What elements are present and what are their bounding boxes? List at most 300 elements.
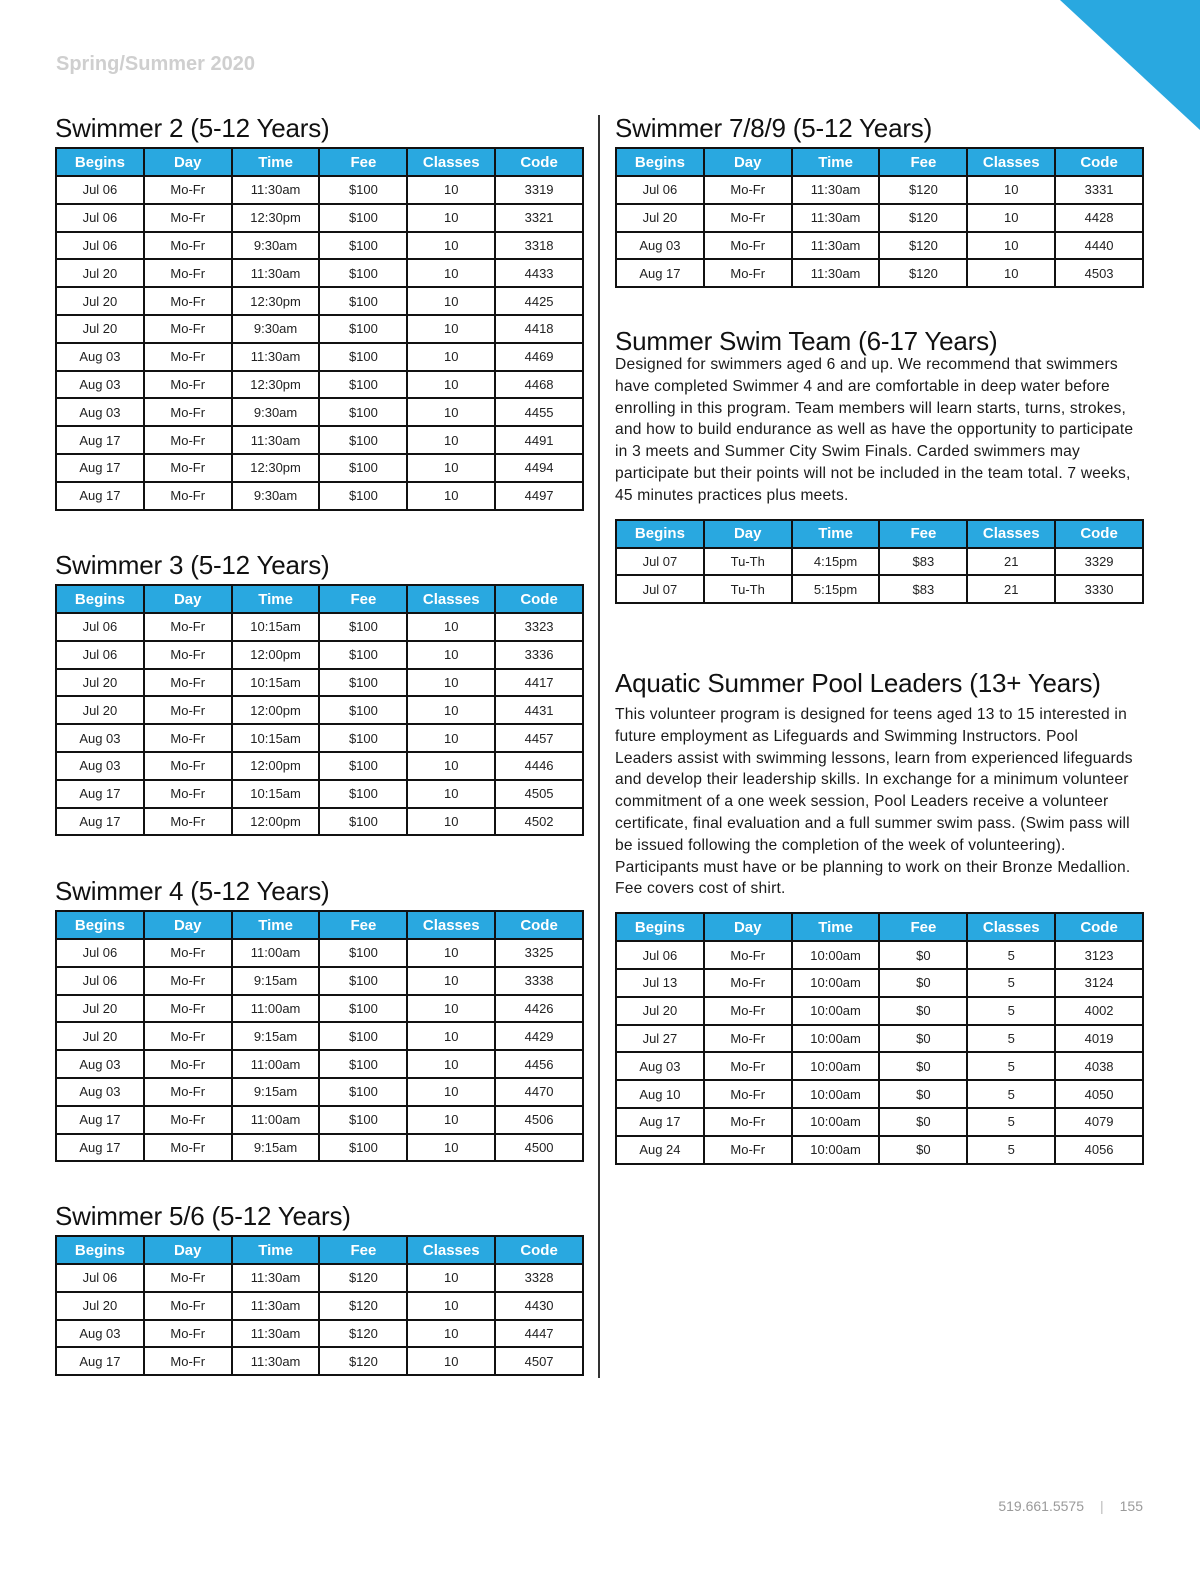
- cell-code: 3321: [495, 204, 583, 232]
- cell-time: 11:30am: [792, 176, 880, 204]
- cell-time: 11:30am: [232, 1320, 320, 1348]
- cell-begins: Aug 17: [56, 1134, 144, 1162]
- cell-code: 4447: [495, 1320, 583, 1348]
- cell-fee: $120: [319, 1320, 407, 1348]
- cell-classes: 10: [407, 482, 495, 510]
- cell-day: Mo-Fr: [704, 1080, 792, 1108]
- cell-fee: $0: [879, 1108, 967, 1136]
- cell-time: 9:15am: [232, 967, 320, 995]
- cell-code: 4440: [1055, 232, 1143, 260]
- cell-day: Mo-Fr: [144, 696, 232, 724]
- cell-time: 11:00am: [232, 939, 320, 967]
- cell-begins: Jul 06: [56, 613, 144, 641]
- cell-begins: Jul 06: [56, 176, 144, 204]
- cell-code: 3328: [495, 1264, 583, 1292]
- cell-begins: Jul 13: [616, 969, 704, 997]
- cell-code: 3331: [1055, 176, 1143, 204]
- cell-day: Mo-Fr: [144, 995, 232, 1023]
- cell-classes: 10: [407, 939, 495, 967]
- column-header-code: Code: [495, 1236, 583, 1264]
- cell-classes: 10: [407, 1078, 495, 1106]
- cell-begins: Jul 20: [56, 696, 144, 724]
- cell-classes: 10: [407, 371, 495, 399]
- cell-time: 12:00pm: [232, 752, 320, 780]
- cell-time: 11:30am: [232, 259, 320, 287]
- cell-time: 9:15am: [232, 1134, 320, 1162]
- cell-fee: $100: [319, 371, 407, 399]
- cell-fee: $100: [319, 315, 407, 343]
- column-header-begins: Begins: [56, 1236, 144, 1264]
- cell-classes: 10: [967, 204, 1055, 232]
- column-header-fee: Fee: [879, 520, 967, 548]
- cell-classes: 5: [967, 1052, 1055, 1080]
- cell-code: 4038: [1055, 1052, 1143, 1080]
- cell-code: 4431: [495, 696, 583, 724]
- column-header-code: Code: [1055, 913, 1143, 941]
- table-header-row: [616, 148, 1143, 176]
- cell-classes: 10: [407, 287, 495, 315]
- cell-code: 4056: [1055, 1136, 1143, 1164]
- cell-day: Mo-Fr: [144, 752, 232, 780]
- cell-begins: Jul 27: [616, 1025, 704, 1053]
- table-row: [56, 1320, 583, 1348]
- cell-day: Mo-Fr: [144, 454, 232, 482]
- column-header-fee: Fee: [319, 1236, 407, 1264]
- column-header-begins: Begins: [616, 913, 704, 941]
- table-row: [616, 259, 1143, 287]
- cell-day: Mo-Fr: [144, 371, 232, 399]
- cell-time: 11:30am: [792, 259, 880, 287]
- cell-code: 3323: [495, 613, 583, 641]
- cell-code: 4079: [1055, 1108, 1143, 1136]
- cell-classes: 10: [407, 398, 495, 426]
- cell-code: 4502: [495, 808, 583, 836]
- column-header-time: Time: [792, 913, 880, 941]
- cell-begins: Jul 06: [616, 176, 704, 204]
- cell-fee: $100: [319, 696, 407, 724]
- cell-day: Mo-Fr: [704, 1025, 792, 1053]
- table-row: [56, 287, 583, 315]
- section-title: Swimmer 3 (5-12 Years): [55, 550, 330, 580]
- table-row: [56, 176, 583, 204]
- schedule-table: [615, 912, 1144, 1164]
- table-row: [56, 780, 583, 808]
- cell-fee: $100: [319, 752, 407, 780]
- column-header-classes: Classes: [967, 148, 1055, 176]
- cell-time: 12:00pm: [232, 696, 320, 724]
- cell-classes: 5: [967, 1080, 1055, 1108]
- cell-code: 4500: [495, 1134, 583, 1162]
- column-header-fee: Fee: [319, 585, 407, 613]
- cell-day: Mo-Fr: [144, 398, 232, 426]
- cell-fee: $100: [319, 939, 407, 967]
- cell-begins: Aug 03: [56, 343, 144, 371]
- cell-day: Mo-Fr: [144, 808, 232, 836]
- cell-classes: 10: [967, 232, 1055, 260]
- cell-begins: Jul 07: [616, 575, 704, 603]
- page-number: 155: [1119, 1498, 1143, 1514]
- cell-code: 3124: [1055, 969, 1143, 997]
- column-header-day: Day: [704, 520, 792, 548]
- cell-fee: $100: [319, 1078, 407, 1106]
- cell-time: 10:00am: [792, 941, 880, 969]
- column-header-begins: Begins: [56, 585, 144, 613]
- cell-begins: Aug 10: [616, 1080, 704, 1108]
- cell-fee: $100: [319, 343, 407, 371]
- cell-classes: 10: [407, 454, 495, 482]
- column-header-day: Day: [144, 911, 232, 939]
- table-row: [56, 1347, 583, 1375]
- table-row: [56, 613, 583, 641]
- cell-classes: 10: [407, 780, 495, 808]
- cell-begins: Jul 20: [56, 995, 144, 1023]
- cell-code: 3329: [1055, 548, 1143, 576]
- cell-time: 9:30am: [232, 315, 320, 343]
- schedule-table: [55, 910, 584, 1162]
- table-row: [56, 1134, 583, 1162]
- cell-begins: Aug 17: [56, 482, 144, 510]
- cell-time: 11:30am: [232, 343, 320, 371]
- cell-fee: $100: [319, 454, 407, 482]
- cell-begins: Jul 20: [56, 1292, 144, 1320]
- column-header-day: Day: [144, 585, 232, 613]
- cell-begins: Jul 06: [56, 641, 144, 669]
- cell-begins: Jul 06: [616, 941, 704, 969]
- cell-fee: $100: [319, 259, 407, 287]
- cell-classes: 10: [407, 696, 495, 724]
- table-row: [56, 724, 583, 752]
- cell-time: 10:15am: [232, 724, 320, 752]
- cell-classes: 5: [967, 1136, 1055, 1164]
- cell-fee: $100: [319, 967, 407, 995]
- cell-day: Mo-Fr: [704, 259, 792, 287]
- cell-time: 11:30am: [792, 204, 880, 232]
- cell-fee: $120: [879, 259, 967, 287]
- cell-fee: $120: [879, 204, 967, 232]
- cell-begins: Jul 06: [56, 939, 144, 967]
- cell-code: 4430: [495, 1292, 583, 1320]
- cell-classes: 5: [967, 941, 1055, 969]
- cell-time: 11:00am: [232, 1106, 320, 1134]
- cell-time: 12:00pm: [232, 641, 320, 669]
- cell-classes: 10: [407, 808, 495, 836]
- cell-day: Mo-Fr: [144, 176, 232, 204]
- section-title: Swimmer 4 (5-12 Years): [55, 876, 330, 906]
- cell-classes: 10: [407, 1292, 495, 1320]
- cell-begins: Jul 07: [616, 548, 704, 576]
- cell-fee: $100: [319, 669, 407, 697]
- cell-begins: Aug 03: [56, 1050, 144, 1078]
- cell-day: Mo-Fr: [144, 613, 232, 641]
- cell-begins: Jul 20: [56, 315, 144, 343]
- column-divider: [598, 115, 600, 1378]
- cell-classes: 10: [967, 176, 1055, 204]
- cell-day: Mo-Fr: [144, 1292, 232, 1320]
- table-row: [56, 1264, 583, 1292]
- cell-fee: $0: [879, 997, 967, 1025]
- cell-fee: $100: [319, 1050, 407, 1078]
- cell-classes: 10: [407, 724, 495, 752]
- table-row: [56, 1078, 583, 1106]
- table-row: [56, 1050, 583, 1078]
- column-header-time: Time: [792, 148, 880, 176]
- cell-time: 11:30am: [232, 1347, 320, 1375]
- cell-classes: 10: [407, 259, 495, 287]
- cell-fee: $100: [319, 287, 407, 315]
- cell-begins: Jul 06: [56, 204, 144, 232]
- cell-time: 10:00am: [792, 1025, 880, 1053]
- table-row: [56, 398, 583, 426]
- cell-time: 11:30am: [232, 176, 320, 204]
- section-swimmer-3: [55, 550, 585, 836]
- cell-day: Tu-Th: [704, 575, 792, 603]
- column-header-day: Day: [704, 148, 792, 176]
- section-pool-leaders: [615, 668, 1145, 1165]
- cell-day: Mo-Fr: [704, 997, 792, 1025]
- table-row: [56, 426, 583, 454]
- table-row: [616, 1108, 1143, 1136]
- cell-fee: $100: [319, 482, 407, 510]
- cell-begins: Jul 20: [56, 259, 144, 287]
- cell-begins: Aug 03: [56, 1320, 144, 1348]
- table-row: [56, 696, 583, 724]
- cell-time: 10:15am: [232, 669, 320, 697]
- cell-fee: $120: [319, 1264, 407, 1292]
- cell-day: Mo-Fr: [144, 1347, 232, 1375]
- column-header-day: Day: [144, 148, 232, 176]
- table-row: [616, 204, 1143, 232]
- table-row: [616, 941, 1143, 969]
- cell-classes: 5: [967, 969, 1055, 997]
- cell-day: Mo-Fr: [144, 343, 232, 371]
- cell-fee: $100: [319, 808, 407, 836]
- cell-fee: $100: [319, 1022, 407, 1050]
- column-header-fee: Fee: [319, 148, 407, 176]
- column-header-time: Time: [232, 1236, 320, 1264]
- cell-code: 4428: [1055, 204, 1143, 232]
- cell-classes: 5: [967, 997, 1055, 1025]
- cell-time: 12:30pm: [232, 204, 320, 232]
- cell-time: 9:30am: [232, 232, 320, 260]
- table-row: [56, 1292, 583, 1320]
- table-header-row: [56, 585, 583, 613]
- section-description: Designed for swimmers aged 6 and up. We recommend that swimmers have completed Swimmer 4 and are comfortable in deep water before enrolling in this program. Team members will learn starts, turns, strokes, and how to build endurance as well as have the opportunity to participate in 3 meets and Summer City Swim Finals. Carded swimmers may participate but their points will not be included in the team total. 7 weeks, 45 minutes practices plus meets.: [615, 356, 1134, 504]
- section-swimmer-4: [55, 876, 585, 1162]
- column-header-day: Day: [704, 913, 792, 941]
- cell-begins: Aug 03: [56, 371, 144, 399]
- cell-time: 9:30am: [232, 398, 320, 426]
- cell-fee: $100: [319, 995, 407, 1023]
- cell-begins: Aug 17: [56, 426, 144, 454]
- table-header-row: [616, 520, 1143, 548]
- table-row: [56, 939, 583, 967]
- cell-classes: 10: [407, 1347, 495, 1375]
- cell-classes: 10: [407, 1320, 495, 1348]
- cell-code: 4019: [1055, 1025, 1143, 1053]
- table-row: [616, 1136, 1143, 1164]
- column-header-code: Code: [1055, 520, 1143, 548]
- cell-code: 4426: [495, 995, 583, 1023]
- table-header-row: [56, 1236, 583, 1264]
- cell-time: 5:15pm: [792, 575, 880, 603]
- cell-code: 3330: [1055, 575, 1143, 603]
- section-title: Swimmer 7/8/9 (5-12 Years): [615, 113, 933, 143]
- cell-begins: Jul 20: [616, 997, 704, 1025]
- column-header-fee: Fee: [879, 913, 967, 941]
- cell-classes: 10: [407, 315, 495, 343]
- cell-day: Mo-Fr: [144, 1078, 232, 1106]
- table-row: [56, 752, 583, 780]
- cell-begins: Aug 17: [616, 1108, 704, 1136]
- cell-code: 4506: [495, 1106, 583, 1134]
- cell-day: Mo-Fr: [144, 1106, 232, 1134]
- cell-classes: 10: [407, 1106, 495, 1134]
- column-header-code: Code: [1055, 148, 1143, 176]
- cell-time: 10:00am: [792, 1136, 880, 1164]
- cell-code: 3336: [495, 641, 583, 669]
- cell-day: Mo-Fr: [144, 1320, 232, 1348]
- cell-begins: Aug 17: [56, 1347, 144, 1375]
- cell-begins: Jul 20: [56, 1022, 144, 1050]
- cell-time: 12:30pm: [232, 371, 320, 399]
- cell-code: 4417: [495, 669, 583, 697]
- cell-time: 12:30pm: [232, 454, 320, 482]
- cell-fee: $0: [879, 969, 967, 997]
- cell-time: 10:00am: [792, 969, 880, 997]
- column-header-classes: Classes: [407, 1236, 495, 1264]
- cell-begins: Aug 24: [616, 1136, 704, 1164]
- cell-begins: Aug 17: [616, 259, 704, 287]
- cell-fee: $120: [319, 1347, 407, 1375]
- schedule-table: [615, 147, 1144, 288]
- cell-day: Mo-Fr: [144, 1050, 232, 1078]
- cell-code: 3123: [1055, 941, 1143, 969]
- corner-triangle-decoration: [1060, 0, 1200, 130]
- cell-classes: 10: [407, 1264, 495, 1292]
- cell-classes: 10: [407, 204, 495, 232]
- cell-classes: 10: [407, 641, 495, 669]
- cell-fee: $120: [879, 232, 967, 260]
- cell-classes: 21: [967, 575, 1055, 603]
- table-row: [616, 969, 1143, 997]
- cell-day: Mo-Fr: [144, 287, 232, 315]
- cell-code: 4470: [495, 1078, 583, 1106]
- cell-fee: $0: [879, 941, 967, 969]
- cell-classes: 10: [407, 995, 495, 1023]
- table-row: [56, 967, 583, 995]
- cell-begins: Aug 17: [56, 808, 144, 836]
- cell-day: Mo-Fr: [144, 1022, 232, 1050]
- cell-day: Mo-Fr: [704, 204, 792, 232]
- cell-code: 3325: [495, 939, 583, 967]
- table-row: [616, 1052, 1143, 1080]
- cell-time: 12:30pm: [232, 287, 320, 315]
- column-header-day: Day: [144, 1236, 232, 1264]
- cell-classes: 10: [407, 752, 495, 780]
- column-header-classes: Classes: [407, 148, 495, 176]
- cell-begins: Aug 03: [56, 752, 144, 780]
- cell-classes: 10: [967, 259, 1055, 287]
- cell-classes: 10: [407, 426, 495, 454]
- cell-begins: Jul 20: [616, 204, 704, 232]
- column-header-classes: Classes: [407, 585, 495, 613]
- cell-code: 4418: [495, 315, 583, 343]
- cell-code: 3318: [495, 232, 583, 260]
- cell-time: 4:15pm: [792, 548, 880, 576]
- table-row: [56, 995, 583, 1023]
- table-row: [56, 371, 583, 399]
- table-row: [56, 454, 583, 482]
- cell-fee: $100: [319, 204, 407, 232]
- column-header-time: Time: [232, 585, 320, 613]
- cell-code: 4429: [495, 1022, 583, 1050]
- section-summer-swim-team: [615, 326, 1145, 604]
- cell-day: Mo-Fr: [144, 780, 232, 808]
- cell-classes: 10: [407, 967, 495, 995]
- table-row: [56, 482, 583, 510]
- cell-classes: 10: [407, 1134, 495, 1162]
- cell-code: 4456: [495, 1050, 583, 1078]
- footer-phone: 519.661.5575: [998, 1498, 1084, 1514]
- cell-begins: Aug 03: [56, 1078, 144, 1106]
- cell-code: 4050: [1055, 1080, 1143, 1108]
- cell-code: 4433: [495, 259, 583, 287]
- cell-time: 10:00am: [792, 997, 880, 1025]
- season-label: Spring/Summer 2020: [56, 53, 255, 75]
- cell-classes: 10: [407, 176, 495, 204]
- cell-code: 4497: [495, 482, 583, 510]
- table-row: [616, 575, 1143, 603]
- cell-day: Mo-Fr: [144, 967, 232, 995]
- cell-code: 4425: [495, 287, 583, 315]
- table-row: [56, 259, 583, 287]
- cell-fee: $100: [319, 232, 407, 260]
- cell-begins: Aug 03: [616, 1052, 704, 1080]
- section-title: Summer Swim Team (6-17 Years): [615, 326, 998, 356]
- cell-classes: 5: [967, 1108, 1055, 1136]
- cell-classes: 10: [407, 1022, 495, 1050]
- table-row: [616, 176, 1143, 204]
- cell-classes: 10: [407, 669, 495, 697]
- cell-day: Mo-Fr: [144, 939, 232, 967]
- cell-code: 4494: [495, 454, 583, 482]
- cell-time: 10:00am: [792, 1080, 880, 1108]
- cell-fee: $100: [319, 398, 407, 426]
- cell-time: 10:00am: [792, 1052, 880, 1080]
- cell-day: Mo-Fr: [144, 204, 232, 232]
- cell-time: 10:15am: [232, 780, 320, 808]
- cell-begins: Jul 06: [56, 1264, 144, 1292]
- cell-fee: $0: [879, 1136, 967, 1164]
- column-header-begins: Begins: [616, 520, 704, 548]
- cell-day: Mo-Fr: [704, 969, 792, 997]
- cell-time: 9:15am: [232, 1078, 320, 1106]
- column-header-time: Time: [232, 148, 320, 176]
- cell-day: Mo-Fr: [704, 1136, 792, 1164]
- cell-begins: Aug 17: [56, 780, 144, 808]
- column-header-code: Code: [495, 585, 583, 613]
- cell-time: 9:15am: [232, 1022, 320, 1050]
- cell-fee: $100: [319, 724, 407, 752]
- table-row: [616, 997, 1143, 1025]
- table-row: [56, 232, 583, 260]
- table-row: [56, 343, 583, 371]
- cell-day: Mo-Fr: [704, 176, 792, 204]
- cell-begins: Jul 06: [56, 967, 144, 995]
- cell-code: 3319: [495, 176, 583, 204]
- cell-begins: Aug 03: [616, 232, 704, 260]
- cell-fee: $100: [319, 641, 407, 669]
